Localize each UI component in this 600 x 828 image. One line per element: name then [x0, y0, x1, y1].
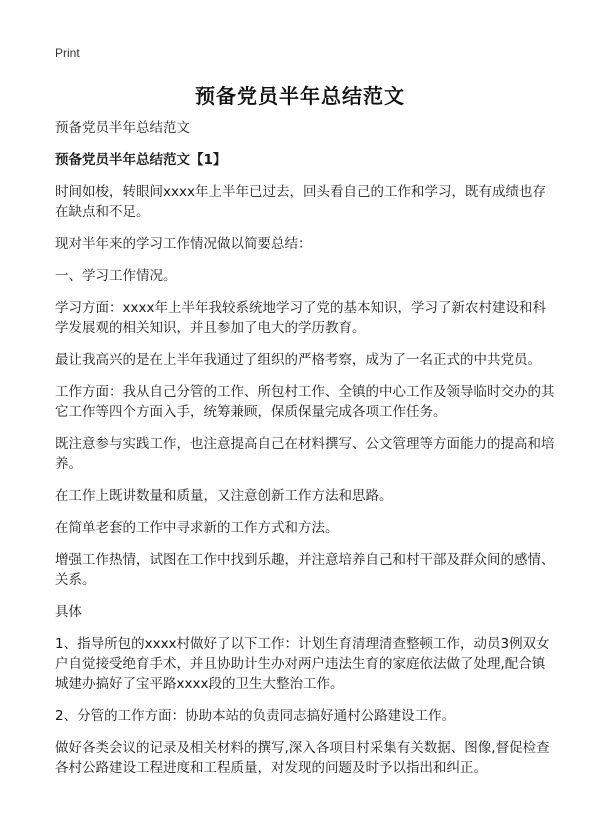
document-subtitle: 预备党员半年总结范文	[55, 120, 190, 136]
document-title: 预备党员半年总结范文	[195, 84, 405, 108]
paragraph: 增强工作热情，试图在工作中找到乐趣，并注意培养自己和村干部及群众间的感情、关系。	[55, 552, 555, 588]
print-label[interactable]: Print	[55, 46, 80, 60]
paragraph: 2、分管的工作方面：协助本站的负责同志搞好通村公路建设工作。	[55, 708, 456, 724]
paragraph: 时间如梭，转眼间xxxx年上半年已过去，回头看自己的工作和学习，既有成绩也存在缺点和不足。	[55, 184, 546, 220]
section-heading: 预备党员半年总结范文【1】	[55, 152, 227, 168]
paragraph: 一、学习工作情况。	[55, 268, 177, 284]
paragraph: 最让我高兴的是在上半年我通过了组织的严格考察，成为了一名正式的中共党员。	[55, 352, 541, 368]
paragraph: 1、指导所包的xxxx村做好了以下工作：计划生育清理清查整顿工作，动员3例双女户自觉接受绝育手术，并且协助计生办对两户违法生育的家庭依法做了处理,配合镇城建办搞好了宝平路xxxx段的卫生大整治工作。	[55, 636, 550, 692]
paragraph: 既注意参与实践工作，也注意提高自己在材料撰写、公文管理等方面能力的提高和培养。	[55, 436, 555, 472]
paragraph: 做好各类会议的记录及相关材料的撰写,深入各项目村采集有关数据、图像,督促检查各村公路建设工程进度和工程质量，对发现的问题及时予以指出和纠正。	[55, 740, 550, 776]
paragraph: 在工作上既讲数量和质量，又注意创新工作方法和思路。	[55, 488, 393, 504]
paragraph: 现对半年来的学习工作情况做以简要总结：	[55, 236, 312, 252]
paragraph: 工作方面：我从自己分管的工作、所包村工作、全镇的中心工作及领导临时交办的其它工作等四个方面入手，统筹兼顾，保质保量完成各项工作任务。	[55, 384, 555, 420]
paragraph: 学习方面：xxxx年上半年我较系统地学习了党的基本知识，学习了新农村建设和科学发展观的相关知识，并且参加了电大的学历教育。	[55, 300, 546, 336]
document-body	[55, 118, 555, 790]
paragraph: 具体	[55, 604, 82, 620]
paragraph: 在简单老套的工作中寻求新的工作方式和方法。	[55, 520, 339, 536]
